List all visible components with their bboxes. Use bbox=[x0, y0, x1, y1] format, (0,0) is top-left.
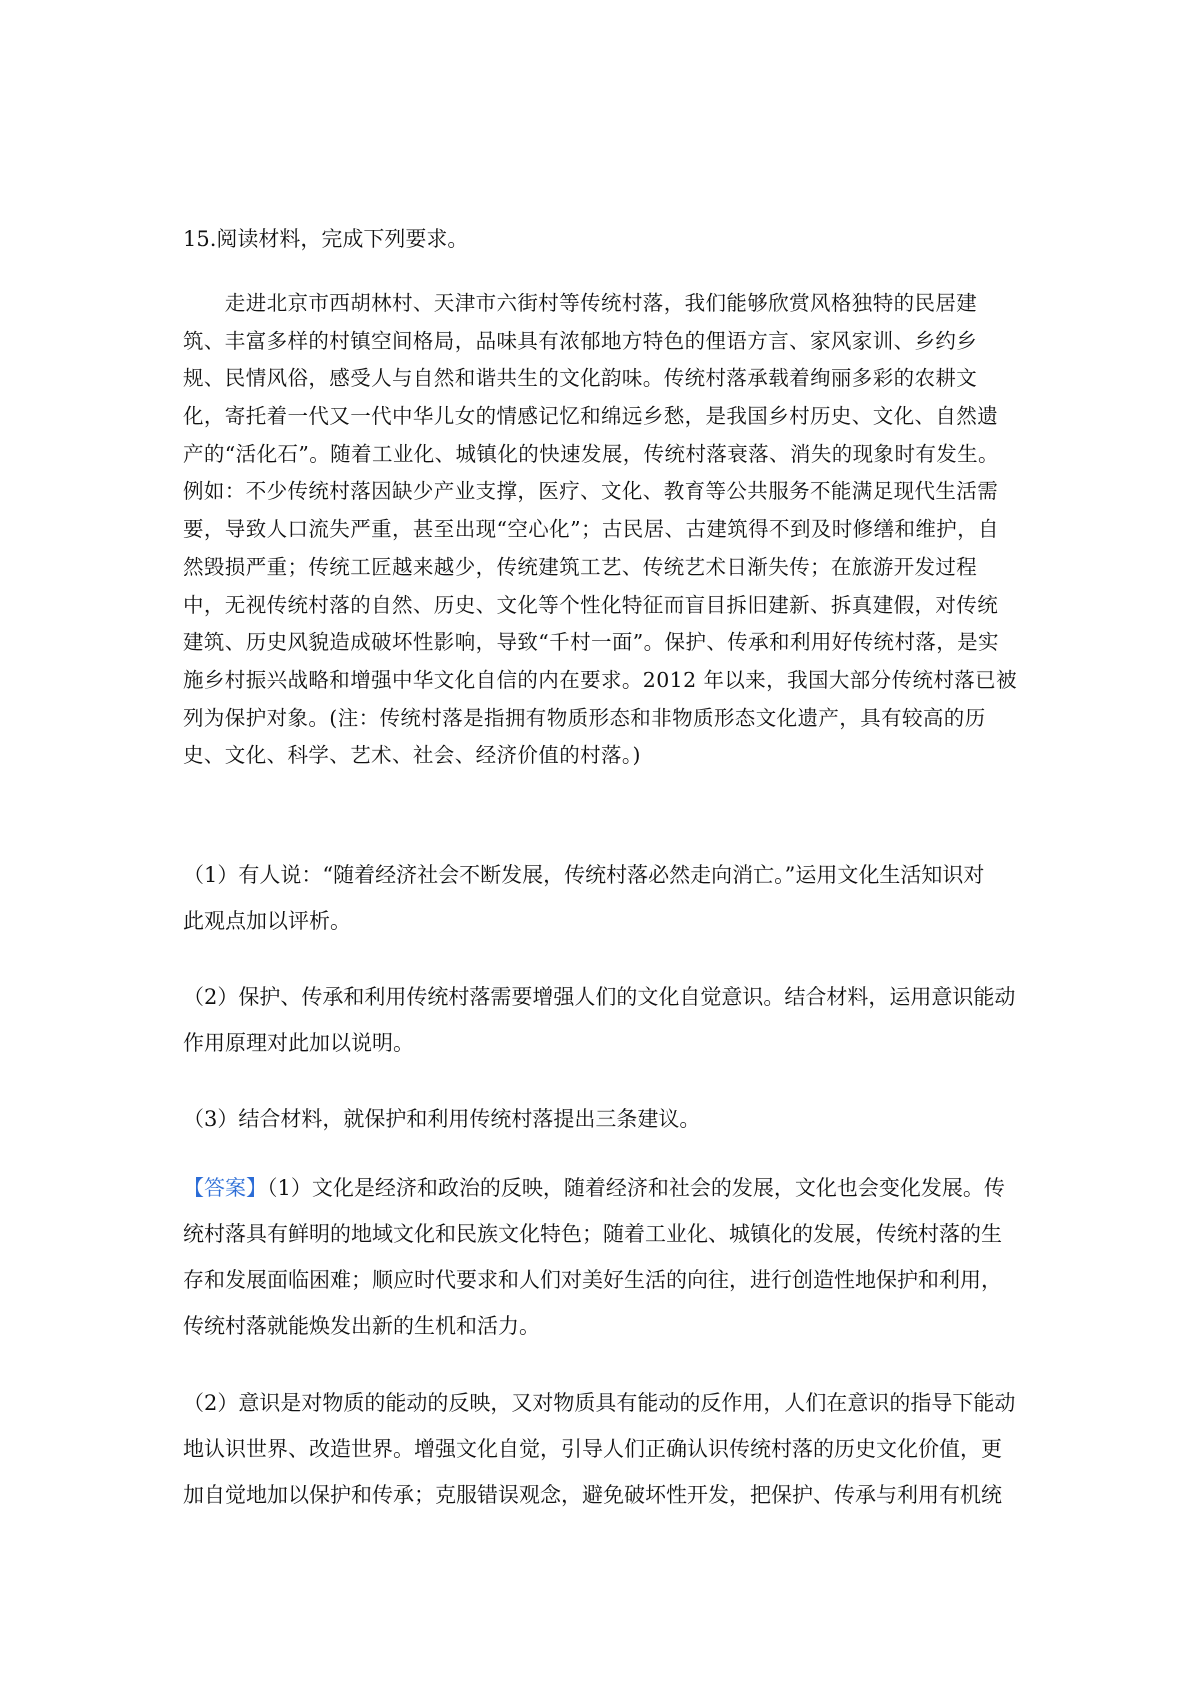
answer-line: 地认识世界、改造世界。增强文化自觉，引导人们正确认识传统村落的历史文化价值，更 bbox=[183, 1437, 1002, 1461]
sub-question-line: （3）结合材料，就保护和利用传统村落提出三条建议。 bbox=[183, 1107, 701, 1131]
material-line: 走进北京市西胡林村、天津市六街村等传统村落，我们能够欣赏风格独特的民居建 bbox=[183, 291, 978, 315]
answer-tag: 【答案】 bbox=[183, 1176, 267, 1200]
sub-question-line: 此观点加以评析。 bbox=[183, 909, 351, 933]
sub-question-line: （2）保护、传承和利用传统村落需要增强人们的文化自觉意识。结合材料，运用意识能动 bbox=[183, 985, 1016, 1009]
answer-line: （2）意识是对物质的能动的反映，又对物质具有能动的反作用，人们在意识的指导下能动 bbox=[183, 1391, 1016, 1415]
material-line: 规、民情风俗，感受人与自然和谐共生的文化韵味。传统村落承载着绚丽多彩的农耕文 bbox=[183, 366, 978, 391]
material-line: 筑、丰富多样的村镇空间格局，品味具有浓郁地方特色的俚语方言、家风家训、乡约乡 bbox=[183, 328, 978, 353]
material-line: 列为保护对象。(注：传统村落是指拥有物质形态和非物质形态文化遗产，具有较高的历 bbox=[183, 705, 986, 730]
sub-question-1 bbox=[183, 852, 1023, 944]
sub-question-2 bbox=[183, 974, 1023, 1066]
material-line: 中，无视传统村落的自然、历史、文化等个性化特征而盲目拆旧建新、拆真建假，对传统 bbox=[183, 592, 999, 617]
material-line: 要，导致人口流失严重，甚至出现“空心化”；古民居、古建筑得不到及时修缮和维护，自 bbox=[183, 517, 999, 542]
answer-line: 存和发展面临困难；顺应时代要求和人们对美好生活的向往，进行创造性地保护和利用， bbox=[183, 1268, 1002, 1292]
material-line: 施乡村振兴战略和增强中华文化自信的内在要求。2012 年以来，我国大部分传统村落已被 bbox=[183, 667, 1017, 692]
answer-line: 统村落具有鲜明的地域文化和民族文化特色；随着工业化、城镇化的发展，传统村落的生 bbox=[183, 1222, 1002, 1246]
material-line: 建筑、历史风貌造成破坏性影响，导致“千村一面”。保护、传承和利用好传统村落，是实 bbox=[183, 630, 999, 655]
sub-question-3 bbox=[183, 1096, 1023, 1142]
material-line: 化，寄托着一代又一代中华儿女的情感记忆和绵远乡愁，是我国乡村历史、文化、自然遗 bbox=[183, 404, 999, 429]
answer-first-line bbox=[183, 1165, 1023, 1211]
material-line: 产的“活化石”。随着工业化、城镇化的快速发展，传统村落衰落、消失的现象时有发生。 bbox=[183, 441, 999, 466]
answer-part-2 bbox=[183, 1380, 1023, 1518]
material-line: 例如：不少传统村落因缺少产业支撑，医疗、文化、教育等公共服务不能满足现代生活需 bbox=[183, 479, 999, 504]
answer-part-1 bbox=[183, 1165, 1023, 1349]
question-title: 15.阅读材料，完成下列要求。 bbox=[183, 227, 469, 251]
answer-line: 加自觉地加以保护和传承；克服错误观念，避免破坏性开发，把保护、传承与利用有机统 bbox=[183, 1483, 1002, 1507]
material-line: 然毁损严重；传统工匠越来越少，传统建筑工艺、传统艺术日渐失传；在旅游开发过程 bbox=[183, 554, 978, 579]
answer-line: 传统村落就能焕发出新的生机和活力。 bbox=[183, 1314, 540, 1338]
answer-line-text: （1）文化是经济和政治的反映，随着经济和社会的发展，文化也会变化发展。传 bbox=[267, 1176, 1005, 1200]
material-passage bbox=[183, 285, 1023, 775]
material-line: 史、文化、科学、艺术、社会、经济价值的村落。) bbox=[183, 743, 641, 768]
sub-question-line: 作用原理对此加以说明。 bbox=[183, 1031, 414, 1055]
sub-question-line: （1）有人说：“随着经济社会不断发展，传统村落必然走向消亡。”运用文化生活知识对 bbox=[183, 863, 985, 887]
